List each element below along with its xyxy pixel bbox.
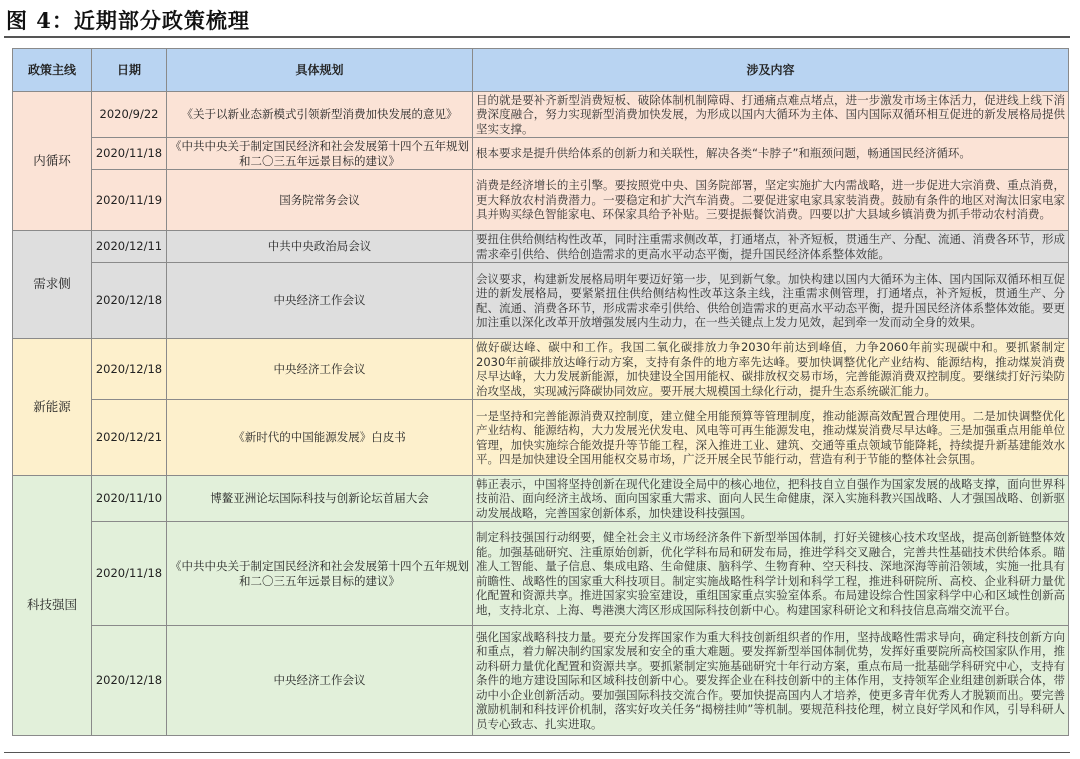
row-plan: 中共中央政治局会议 — [167, 231, 473, 263]
row-date: 2020/12/18 — [92, 626, 167, 736]
row-date: 2020/12/18 — [92, 263, 167, 339]
row-plan: 中央经济工作会议 — [167, 626, 473, 736]
row-plan: 博鳌亚洲论坛国际科技与创新论坛首届大会 — [167, 476, 473, 522]
group-main-line: 内循环 — [13, 92, 92, 231]
table-row — [13, 339, 1069, 400]
row-content: 做好碳达峰、碳中和工作。我国二氧化碳排放力争2030年前达到峰值，力争2060年前实现碳中和。要抓紧制定2030年前碳排放达峰行动方案，支持有条件的地方率先达峰。要加快调整优化产业结构、能源结构，推动煤炭消费尽早达峰，大力发展新能源，加快建设全国用能权、碳排放权交易市场，完善能源消费双控制度。要继续打好污染防治攻坚战，实现减污降碳协同效应。要开展大规模国土绿化行动，提升生态系统碳汇能力。 — [473, 339, 1069, 400]
table-row — [13, 522, 1069, 626]
row-date: 2020/12/21 — [92, 400, 167, 476]
group-main-line: 需求侧 — [13, 231, 92, 339]
row-plan: 《中共中央关于制定国民经济和社会发展第十四个五年规划和二〇三五年远景目标的建议》 — [167, 522, 473, 626]
figure-title-bar — [4, 4, 1070, 38]
row-plan: 《新时代的中国能源发展》白皮书 — [167, 400, 473, 476]
table-row — [13, 476, 1069, 522]
group-main-line: 新能源 — [13, 339, 92, 476]
header-row — [13, 49, 1069, 92]
row-date: 2020/9/22 — [92, 92, 167, 138]
row-plan: 中央经济工作会议 — [167, 263, 473, 339]
row-plan: 《关于以新业态新模式引领新型消费加快发展的意见》 — [167, 92, 473, 138]
row-content: 根本要求是提升供给体系的创新力和关联性，解决各类“卡脖子”和瓶颈问题，畅通国民经济循环。 — [473, 138, 1069, 170]
row-plan: 《中共中央关于制定国民经济和社会发展第十四个五年规划和二〇三五年远景目标的建议》 — [167, 138, 473, 170]
table-row — [13, 92, 1069, 138]
row-content: 会议要求，构建新发展格局明年要迈好第一步，见到新气象。加快构建以国内大循环为主体、国内国际双循环相互促进的新发展格局，要紧紧扭住供给侧结构性改革这条主线，注重需求侧管理，打通堵点，补齐短板，贯通生产、分配、流通、消费各环节，形成需求牵引供给、供给创造需求的更高水平动态平衡，提升国民经济体系整体效能。要更加注重以深化改革开放增强发展内生动力，在一些关键点上发力见效，起到牵一发而动全身的效果。 — [473, 263, 1069, 339]
row-content: 强化国家战略科技力量。要充分发挥国家作为重大科技创新组织者的作用，坚持战略性需求导向，确定科技创新方向和重点，着力解决制约国家发展和安全的重大难题。要发挥新型举国体制优势，发挥好重要院所高校国家队作用，推动科研力量优化配置和资源共享。要抓紧制定实施基础研究十年行动方案，重点布局一批基础学科研究中心，支持有条件的地方建设国际和区域科技创新中心。要发挥企业在科技创新中的主体作用，支持领军企业组建创新联合体，带动中小企业创新活动。要加强国际科技交流合作。要加快提高国内人才培养，使更多青年优秀人才脱颖而出。要完善激励机制和科技评价机制，落实好攻关任务“揭榜挂帅”等机制。要规范科技伦理，树立良好学风和作风，引导科研人员专心致志、扎实进取。 — [473, 626, 1069, 736]
row-content: 制定科技强国行动纲要，健全社会主义市场经济条件下新型举国体制，打好关键核心技术攻坚战，提高创新链整体效能。加强基础研究、注重原始创新，优化学科布局和研发布局，推进学科交叉融合，完善共性基础技术供给体系。瞄准人工智能、量子信息、集成电路、生命健康、脑科学、生物育种、空天科技、深地深海等前沿领域，实施一批具有前瞻性、战略性的国家重大科技项目。制定实施战略性科学计划和科学工程，推进科研院所、高校、企业科研力量优化配置和资源共享。推进国家实验室建设，重组国家重点实验室体系。布局建设综合性国家科学中心和区域性创新高地，支持北京、上海、粤港澳大湾区形成国际科技创新中心。构建国家科研论文和科技信息高端交流平台。 — [473, 522, 1069, 626]
table-row — [13, 400, 1069, 476]
row-plan: 中央经济工作会议 — [167, 339, 473, 400]
row-content: 消费是经济增长的主引擎。要按照党中央、国务院部署，坚定实施扩大内需战略，进一步促进大宗消费、重点消费，更大释放农村消费潜力。一要稳定和扩大汽车消费。二要促进家电家具家装消费。鼓励有条件的地区对淘汰旧家电家具并购买绿色智能家电、环保家具给予补贴。三要提振餐饮消费。四要以扩大县域乡镇消费为抓手带动农村消费。 — [473, 170, 1069, 231]
row-date: 2020/11/18 — [92, 138, 167, 170]
row-date: 2020/12/18 — [92, 339, 167, 400]
table-row — [13, 263, 1069, 339]
header-plan: 具体规划 — [167, 49, 473, 92]
table-row — [13, 170, 1069, 231]
table-row — [13, 138, 1069, 170]
row-date: 2020/11/18 — [92, 522, 167, 626]
figure-title: 图 4：近期部分政策梳理 — [6, 8, 250, 33]
group-main-line: 科技强国 — [13, 476, 92, 736]
row-plan: 国务院常务会议 — [167, 170, 473, 231]
table-row — [13, 231, 1069, 263]
header-main-line: 政策主线 — [13, 49, 92, 92]
header-content: 涉及内容 — [473, 49, 1069, 92]
header-date: 日期 — [92, 49, 167, 92]
policy-table — [12, 48, 1069, 736]
bottom-rule — [4, 752, 1070, 753]
row-content: 韩正表示，中国将坚持创新在现代化建设全局中的核心地位，把科技自立自强作为国家发展的战略支撑，面向世界科技前沿、面向经济主战场、面向国家重大需求、面向人民生命健康，深入实施科教兴国战略、人才强国战略、创新驱动发展战略，完善国家创新体系，加快建设科技强国。 — [473, 476, 1069, 522]
row-content: 一是坚持和完善能源消费双控制度，建立健全用能预算等管理制度，推动能源高效配置合理使用。二是加快调整优化产业结构、能源结构，大力发展光伏发电、风电等可再生能源发电，推动煤炭消费尽早达峰。三是加强重点用能单位管理，加快实施综合能效提升等节能工程，深入推进工业、建筑、交通等重点领域节能降耗，持续提升新基建能效水平。四是加快建设全国用能权交易市场，广泛开展全民节能行动，营造有利于节能的整体社会氛围。 — [473, 400, 1069, 476]
row-date: 2020/11/10 — [92, 476, 167, 522]
policy-table-wrap — [12, 48, 1068, 736]
row-date: 2020/12/11 — [92, 231, 167, 263]
row-content: 目的就是要补齐新型消费短板、破除体制机制障碍、打通痛点难点堵点，进一步激发市场主体活力，促进线上线下消费深度融合，努力实现新型消费加快发展，为形成以国内大循环为主体、国内国际双循环相互促进的新发展格局提供坚实支撑。 — [473, 92, 1069, 138]
table-row — [13, 626, 1069, 736]
row-content: 要扭住供给侧结构性改革，同时注重需求侧改革，打通堵点，补齐短板，贯通生产、分配、流通、消费各环节，形成需求牵引供给、供给创造需求的更高水平动态平衡，提升国民经济体系整体效能。 — [473, 231, 1069, 263]
row-date: 2020/11/19 — [92, 170, 167, 231]
